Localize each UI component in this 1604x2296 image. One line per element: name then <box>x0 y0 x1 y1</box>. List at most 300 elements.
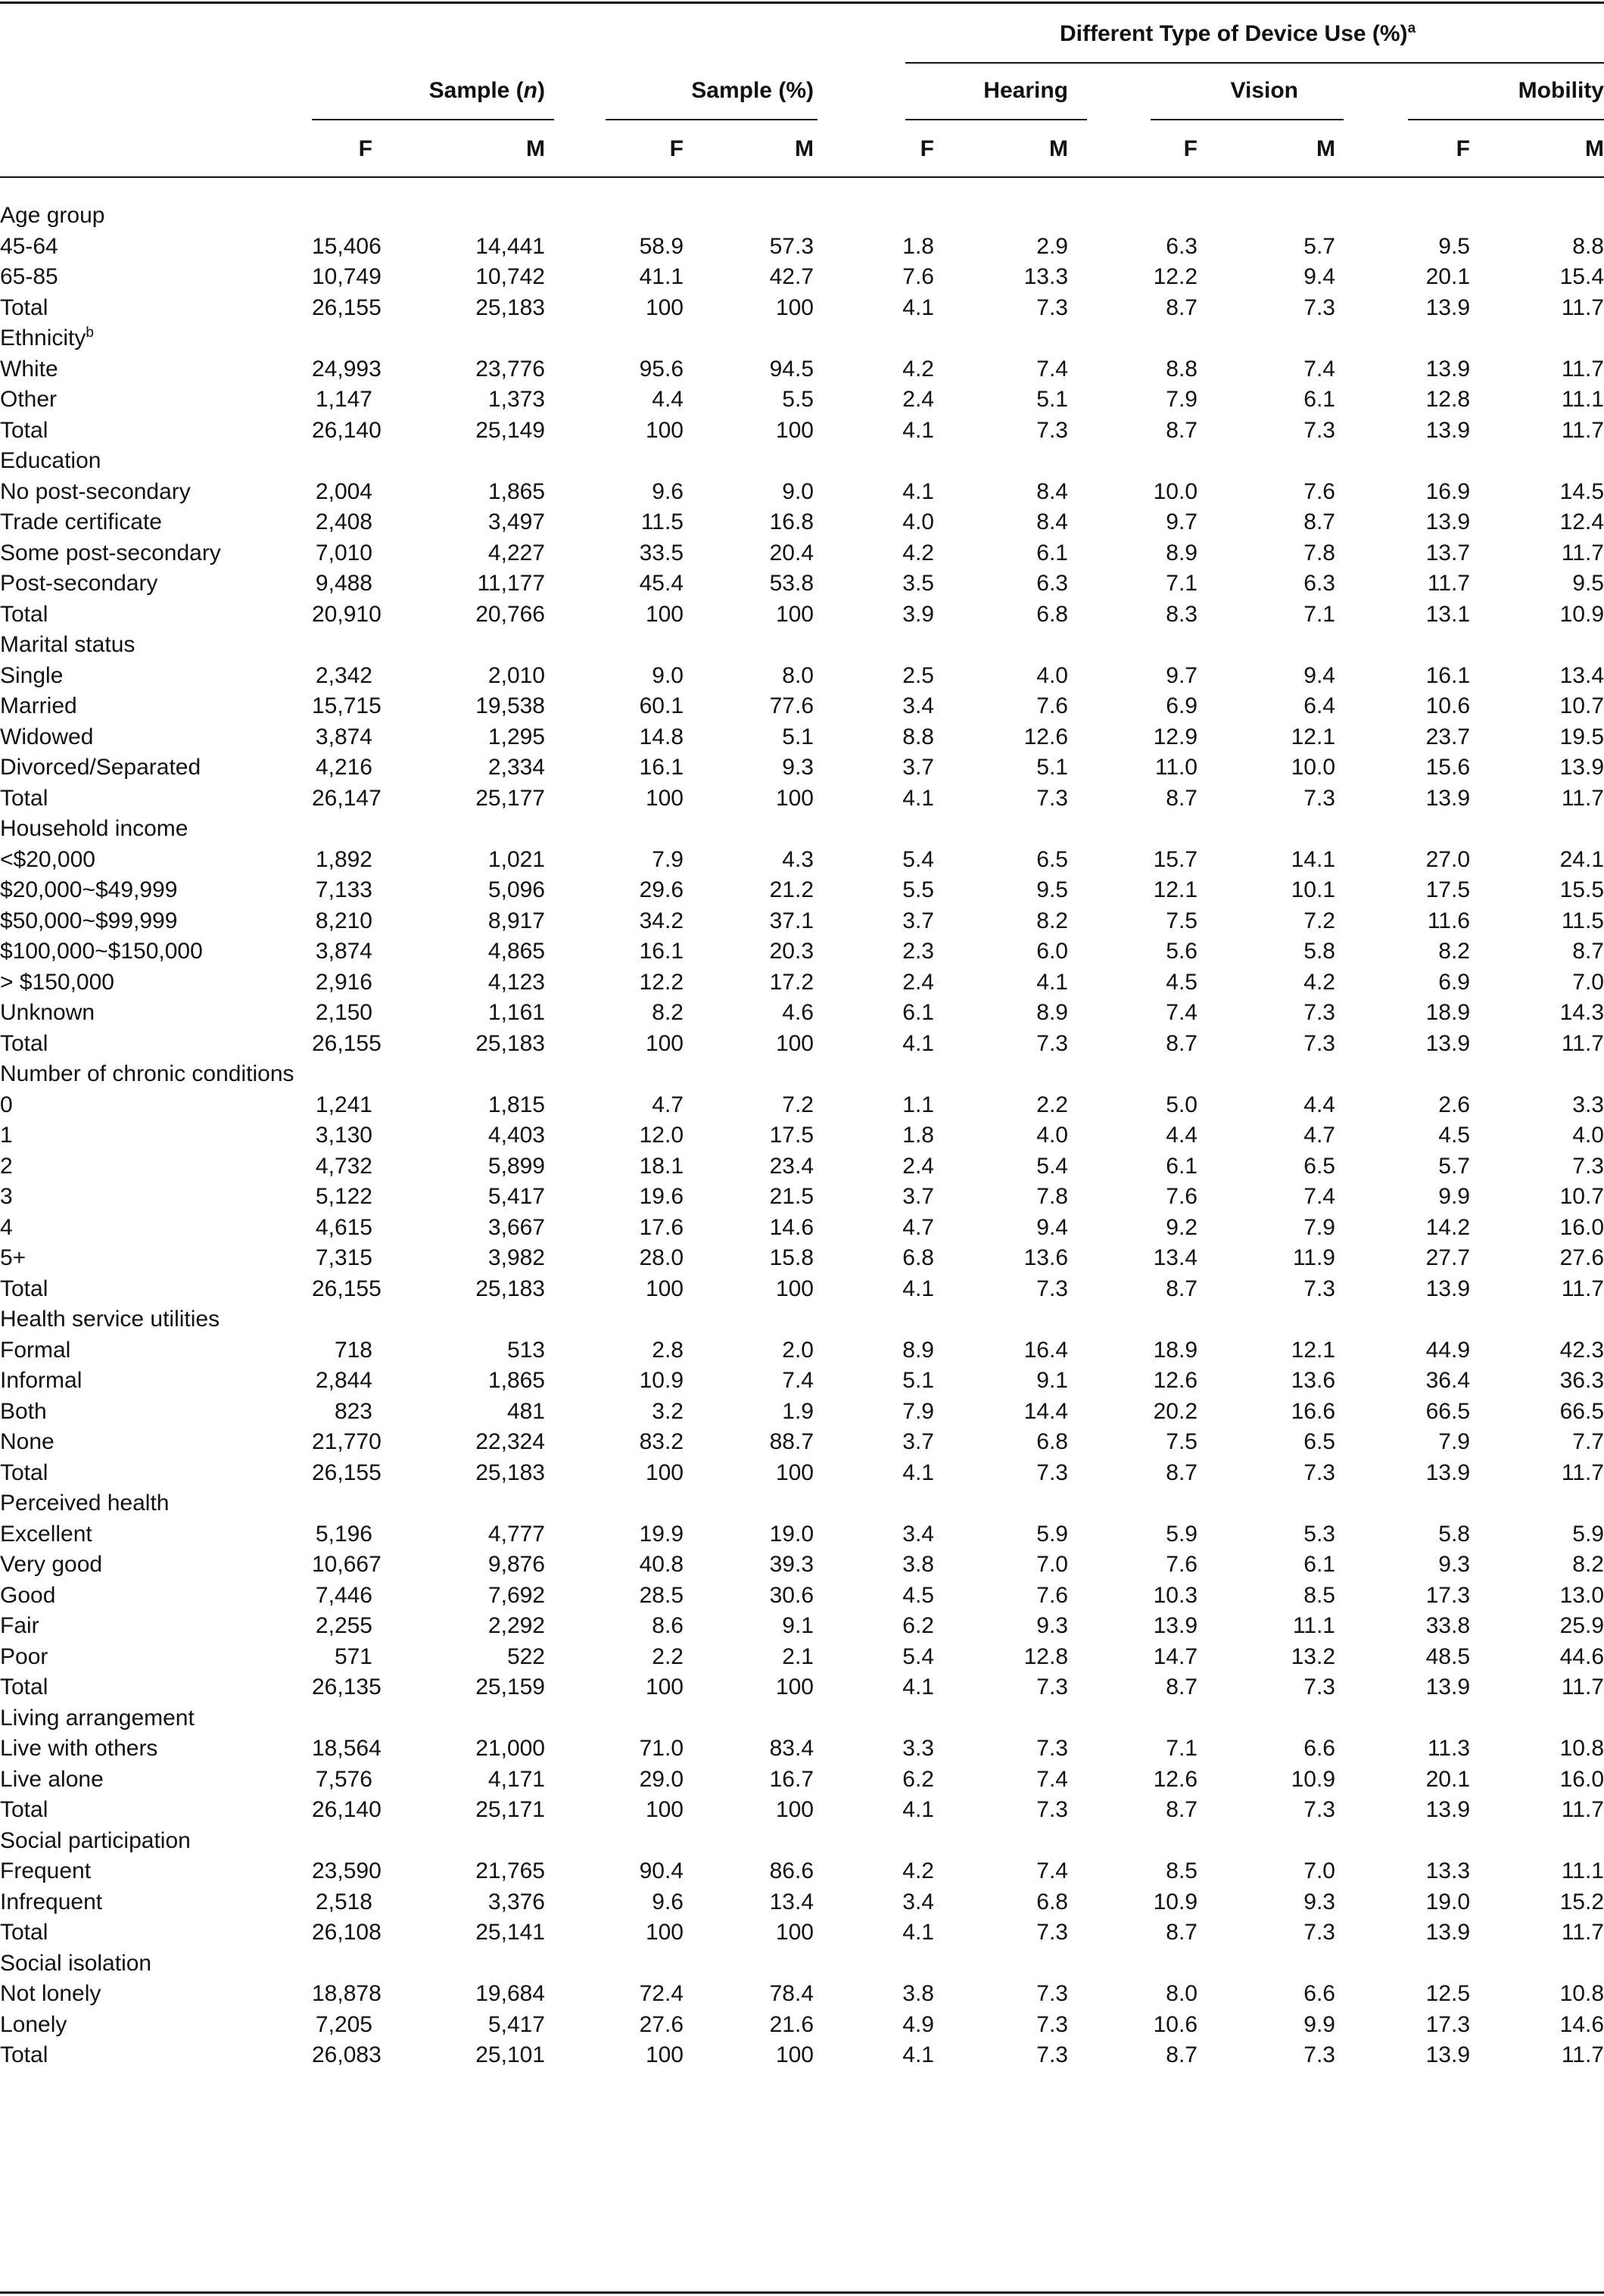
vision-m-cell: 7.3 <box>1303 1460 1335 1485</box>
section-title-text: Ethnicity <box>0 326 86 350</box>
mobility-f-cell: 13.9 <box>1425 2042 1470 2067</box>
sample-n-f-cell: 4,732 <box>315 1153 372 1179</box>
table-row <box>0 1642 1604 1673</box>
vision-f-cell: 8.7 <box>1166 785 1198 811</box>
vision-m-cell: 9.4 <box>1303 264 1335 289</box>
sample-pct-f-cell: 41.1 <box>639 264 684 289</box>
sample-pct-m-cell: 100 <box>775 1460 814 1485</box>
mobility-f-cell: 4.5 <box>1438 1123 1470 1148</box>
hearing-m-cell: 9.5 <box>1036 877 1068 902</box>
vision-f-cell: 6.9 <box>1166 693 1198 718</box>
section-title <box>0 1703 1604 1734</box>
sample-n-f-cell: 3,874 <box>315 724 372 749</box>
sample-n-m-cell: 25,141 <box>475 1920 545 1945</box>
vision-f-cell: 7.1 <box>1166 571 1198 596</box>
vision-f-cell: 8.7 <box>1166 1276 1198 1301</box>
sample-pct-m-cell: 77.6 <box>769 693 814 718</box>
mobility-m-cell: 3.3 <box>1572 1092 1604 1117</box>
mobility-f-cell: 13.9 <box>1425 1797 1470 1822</box>
section-header-row <box>0 814 1604 845</box>
table-row <box>0 722 1604 753</box>
mobility-f-cell: 9.5 <box>1438 233 1470 259</box>
hearing-m-cell: 2.9 <box>1036 233 1068 259</box>
row-label: <$20,000 <box>0 846 95 872</box>
hearing-f-cell: 6.1 <box>902 1000 934 1025</box>
section-title-text: Household income <box>0 816 188 841</box>
sample-pct-f-cell: 100 <box>645 294 684 320</box>
vision-f-cell: 4.5 <box>1166 969 1198 995</box>
sample-n-m-cell: 25,183 <box>475 1030 545 1056</box>
sample-pct-m-cell: 17.5 <box>769 1123 814 1148</box>
vision-m-cell: 7.2 <box>1303 908 1335 933</box>
sample-n-f-cell: 4,615 <box>315 1214 372 1240</box>
section-title-text: Education <box>0 448 101 473</box>
sample-n-f-cell: 5,122 <box>315 1184 372 1209</box>
table-row <box>0 691 1604 722</box>
hearing-f-cell: 4.9 <box>902 2011 934 2037</box>
sample-n-f-cell: 1,241 <box>315 1092 372 1117</box>
table-row <box>0 1029 1604 1060</box>
hearing-f-cell: 3.9 <box>902 601 934 627</box>
table-row <box>0 569 1604 600</box>
sample-pct-f-cell: 19.9 <box>639 1521 684 1547</box>
mobility-m-cell: 11.7 <box>1561 1920 1604 1945</box>
table-row <box>0 507 1604 538</box>
vision-f-header: F <box>1183 136 1198 161</box>
mobility-m-cell: 7.0 <box>1572 969 1604 995</box>
sample-n-m-cell: 4,123 <box>487 969 545 995</box>
sample-n-m-cell: 10,742 <box>475 264 545 289</box>
row-label: 3 <box>0 1184 13 1209</box>
mobility-m-cell: 11.7 <box>1561 294 1604 320</box>
sample-pct-f-cell: 90.4 <box>639 1858 684 1883</box>
hearing-f-cell: 6.8 <box>902 1245 934 1270</box>
row-label: Divorced/Separated <box>0 755 201 780</box>
hearing-m-cell: 7.3 <box>1036 1030 1068 1056</box>
row-label: Total <box>0 1920 48 1945</box>
section-title <box>0 630 1604 661</box>
sample-pct-f-cell: 100 <box>645 785 684 811</box>
section-title-text: Living arrangement <box>0 1705 195 1731</box>
vision-m-cell: 7.3 <box>1303 785 1335 811</box>
sample-pct-m-cell: 20.4 <box>769 540 814 565</box>
vision-f-cell: 8.0 <box>1166 1981 1198 2006</box>
sample-pct-m-cell: 2.0 <box>782 1337 814 1363</box>
table-row <box>0 875 1604 906</box>
hearing-m-cell: 7.3 <box>1036 294 1068 320</box>
sample-n-m-cell: 23,776 <box>475 356 545 382</box>
mobility-m-cell: 25.9 <box>1559 1613 1604 1638</box>
mobility-m-cell: 9.5 <box>1572 571 1604 596</box>
sample-n-m-cell: 4,403 <box>487 1123 545 1148</box>
vision-m-cell: 6.6 <box>1303 1736 1335 1761</box>
mobility-f-cell: 11.6 <box>1427 908 1470 933</box>
row-label: Other <box>0 387 58 412</box>
sample-pct-f-cell: 58.9 <box>639 233 684 259</box>
sample-pct-m-cell: 4.3 <box>782 846 814 872</box>
hearing-f-cell: 3.7 <box>902 1184 934 1209</box>
row-label: Some post-secondary <box>0 540 221 565</box>
table-row <box>0 293 1604 324</box>
row-label: Informal <box>0 1368 83 1393</box>
mobility-m-cell: 11.7 <box>1561 1030 1604 1056</box>
hearing-m-cell: 7.4 <box>1036 1766 1068 1792</box>
hearing-m-cell: 7.3 <box>1036 1460 1068 1485</box>
sample-pct-f-cell: 28.5 <box>639 1582 684 1608</box>
vision-m-cell: 7.3 <box>1303 1000 1335 1025</box>
sample-pct-m-cell: 53.8 <box>769 571 814 596</box>
table-row <box>0 232 1604 263</box>
sample-n-f-cell: 15,715 <box>312 693 382 718</box>
vision-f-cell: 18.9 <box>1153 1337 1198 1363</box>
mobility-m-cell: 8.7 <box>1572 939 1604 964</box>
sample-n-m-cell: 8,917 <box>487 908 545 933</box>
hearing-f-cell: 4.1 <box>902 417 934 443</box>
sample-n-f-cell: 3,130 <box>315 1123 372 1148</box>
hearing-m-cell: 4.0 <box>1036 1123 1068 1148</box>
vision-m-cell: 7.0 <box>1303 1858 1335 1883</box>
hearing-m-cell: 6.3 <box>1036 571 1068 596</box>
vision-m-cell: 14.1 <box>1291 846 1335 872</box>
sample-n-m-header: M <box>526 136 545 161</box>
sample-n-m-cell: 25,171 <box>475 1797 545 1822</box>
hearing-m-cell: 4.0 <box>1036 662 1068 688</box>
vision-f-cell: 8.7 <box>1166 294 1198 320</box>
sample-n-f-cell: 3,874 <box>315 939 372 964</box>
vision-m-cell: 10.9 <box>1291 1766 1335 1792</box>
row-label: Total <box>0 785 48 811</box>
sample-pct-m-cell: 100 <box>775 1030 814 1056</box>
section-title-text: Marital status <box>0 632 135 657</box>
sample-n-f-header: F <box>358 136 372 161</box>
hearing-header: Hearing <box>983 78 1068 103</box>
sample-pct-m-cell: 100 <box>775 1674 814 1699</box>
section-header-row <box>0 323 1604 354</box>
vision-m-cell: 7.4 <box>1303 356 1335 382</box>
sample-pct-m-cell: 100 <box>775 601 814 627</box>
mobility-f-cell: 36.4 <box>1425 1368 1470 1393</box>
hearing-f-cell: 4.2 <box>902 1858 934 1883</box>
sample-pct-f-cell: 29.0 <box>639 1766 684 1792</box>
vision-f-cell: 7.4 <box>1166 1000 1198 1025</box>
hearing-f-cell: 2.4 <box>902 1153 934 1179</box>
vision-f-cell: 12.2 <box>1153 264 1198 289</box>
section-title-text: Age group <box>0 203 105 228</box>
vision-m-cell: 6.6 <box>1303 1981 1335 2006</box>
sample-pct-f-cell: 100 <box>645 417 684 443</box>
table-row <box>0 354 1604 385</box>
sample-pct-m-cell: 100 <box>775 294 814 320</box>
mobility-m-cell: 12.4 <box>1559 509 1604 534</box>
row-label: Total <box>0 601 48 627</box>
mobility-m-cell: 42.3 <box>1559 1337 1604 1363</box>
sample-n-header: Sample (n) <box>428 78 545 103</box>
vision-m-cell: 7.3 <box>1303 1797 1335 1822</box>
hearing-f-cell: 3.7 <box>902 908 934 933</box>
sample-pct-m-cell: 16.8 <box>769 509 814 534</box>
row-label: 0 <box>0 1092 13 1117</box>
vision-f-cell: 5.9 <box>1166 1521 1198 1547</box>
sample-pct-m-cell: 100 <box>775 1276 814 1301</box>
hearing-f-header: F <box>920 136 934 161</box>
section-title <box>0 323 1604 354</box>
mobility-m-cell: 15.4 <box>1559 264 1604 289</box>
sample-n-f-cell: 2,150 <box>315 1000 372 1025</box>
mobility-f-cell: 15.6 <box>1425 755 1470 780</box>
vision-f-cell: 12.9 <box>1153 724 1198 749</box>
row-label: Total <box>0 1276 48 1301</box>
sample-n-f-cell: 2,255 <box>315 1613 372 1638</box>
sample-n-m-cell: 22,324 <box>475 1429 545 1454</box>
hearing-f-cell: 4.5 <box>902 1582 934 1608</box>
mobility-m-cell: 4.0 <box>1572 1123 1604 1148</box>
mobility-f-cell: 13.7 <box>1425 540 1470 565</box>
table-row <box>0 1519 1604 1550</box>
sample-pct-m-cell: 21.2 <box>769 877 814 902</box>
sample-n-m-cell: 1,815 <box>487 1092 545 1117</box>
hearing-m-cell: 7.6 <box>1036 1582 1068 1608</box>
row-label: Very good <box>0 1552 103 1577</box>
sample-n-m-cell: 5,899 <box>487 1153 545 1179</box>
sample-n-f-cell: 7,576 <box>315 1766 372 1792</box>
table-row <box>0 661 1604 692</box>
sample-pct-m-cell: 4.6 <box>782 1000 814 1025</box>
vision-m-cell: 8.5 <box>1303 1582 1335 1608</box>
sample-n-m-cell: 25,183 <box>475 1276 545 1301</box>
hearing-m-cell: 8.9 <box>1036 1000 1068 1025</box>
row-label: Live alone <box>0 1766 104 1792</box>
hearing-f-cell: 4.1 <box>902 785 934 811</box>
hearing-m-cell: 9.1 <box>1036 1368 1068 1393</box>
mobility-f-cell: 8.2 <box>1438 939 1470 964</box>
mobility-f-cell: 13.9 <box>1425 417 1470 443</box>
vision-f-cell: 9.7 <box>1166 509 1198 534</box>
mobility-m-cell: 27.6 <box>1559 1245 1604 1270</box>
sample-n-m-cell: 21,765 <box>475 1858 545 1883</box>
sample-pct-f-cell: 33.5 <box>639 540 684 565</box>
sample-n-m-cell: 481 <box>506 1398 545 1424</box>
sample-pct-f-cell: 83.2 <box>639 1429 684 1454</box>
vision-f-cell: 9.2 <box>1166 1214 1198 1240</box>
row-label: Infrequent <box>0 1889 103 1914</box>
vision-f-cell: 5.0 <box>1166 1092 1198 1117</box>
sample-pct-f-cell: 2.2 <box>652 1643 684 1669</box>
sample-pct-m-cell: 100 <box>775 417 814 443</box>
mobility-f-cell: 13.9 <box>1425 1030 1470 1056</box>
mobility-f-cell: 44.9 <box>1425 1337 1470 1363</box>
vision-m-cell: 9.3 <box>1303 1889 1335 1914</box>
row-label: 5+ <box>0 1245 26 1270</box>
section-title-text: Health service utilities <box>0 1307 220 1332</box>
hearing-f-cell: 4.1 <box>902 2042 934 2067</box>
section-title-text: Social isolation <box>0 1950 152 1976</box>
sample-pct-f-cell: 14.8 <box>639 724 684 749</box>
vision-f-cell: 8.9 <box>1166 540 1198 565</box>
table-row <box>0 262 1604 293</box>
sample-n-m-cell: 4,171 <box>487 1766 545 1792</box>
mobility-m-cell: 11.7 <box>1561 417 1604 443</box>
hearing-f-cell: 5.1 <box>902 1368 934 1393</box>
sample-pct-f-cell: 45.4 <box>639 571 684 596</box>
sample-n-m-cell: 2,010 <box>487 662 545 688</box>
table-row <box>0 1151 1604 1182</box>
sample-pct-f-cell: 28.0 <box>639 1245 684 1270</box>
table-row <box>0 1120 1604 1151</box>
vision-m-cell: 7.9 <box>1303 1214 1335 1240</box>
vision-f-cell: 6.3 <box>1166 233 1198 259</box>
mobility-header: Mobility <box>1518 78 1604 103</box>
vision-m-cell: 6.1 <box>1303 387 1335 412</box>
section-title <box>0 1488 1604 1519</box>
row-label: Total <box>0 1030 48 1056</box>
table-row <box>0 385 1604 416</box>
table-row <box>0 998 1604 1029</box>
vision-m-cell: 11.1 <box>1292 1613 1335 1638</box>
hearing-f-cell: 3.7 <box>902 755 934 780</box>
sample-pct-f-cell: 100 <box>645 1674 684 1699</box>
mobility-m-cell: 11.5 <box>1561 908 1604 933</box>
sample-pct-m-cell: 37.1 <box>769 908 814 933</box>
hearing-f-cell: 5.4 <box>902 1643 934 1669</box>
vision-m-cell: 6.5 <box>1303 1153 1335 1179</box>
mobility-m-cell: 10.9 <box>1559 601 1604 627</box>
sample-n-m-cell: 3,376 <box>487 1889 545 1914</box>
hearing-m-cell: 7.3 <box>1036 1674 1068 1699</box>
mobility-f-cell: 18.9 <box>1425 1000 1470 1025</box>
sample-pct-m-cell: 100 <box>775 1920 814 1945</box>
hearing-m-cell: 8.4 <box>1036 509 1068 534</box>
vision-f-cell: 8.7 <box>1166 1920 1198 1945</box>
section-header-row <box>0 446 1604 477</box>
hearing-f-cell: 6.2 <box>902 1613 934 1638</box>
hearing-m-cell: 7.3 <box>1036 1736 1068 1761</box>
row-label: Total <box>0 1460 48 1485</box>
mobility-m-cell: 11.7 <box>1561 1276 1604 1301</box>
row-label: Poor <box>0 1643 48 1669</box>
table-row <box>0 1672 1604 1703</box>
mobility-m-cell: 15.5 <box>1559 877 1604 902</box>
mobility-m-cell: 14.5 <box>1559 478 1604 504</box>
hearing-f-cell: 1.8 <box>902 1123 934 1148</box>
table-row <box>0 1795 1604 1826</box>
row-label: Formal <box>0 1337 71 1363</box>
hearing-m-cell: 6.8 <box>1036 601 1068 627</box>
mobility-f-cell: 13.1 <box>1425 601 1470 627</box>
sample-pct-f-cell: 16.1 <box>639 939 684 964</box>
mobility-m-cell: 11.7 <box>1561 2042 1604 2067</box>
mobility-f-header: F <box>1456 136 1470 161</box>
mobility-m-cell: 11.7 <box>1561 1460 1604 1485</box>
hearing-f-cell: 3.7 <box>902 1429 934 1454</box>
sample-n-m-cell: 20,766 <box>475 601 545 627</box>
mobility-m-cell: 66.5 <box>1559 1398 1604 1424</box>
sample-pct-f-cell: 11.5 <box>640 509 684 534</box>
table-row <box>0 1397 1604 1428</box>
section-title <box>0 1304 1604 1335</box>
sample-pct-m-cell: 13.4 <box>769 1889 814 1914</box>
hearing-m-cell: 14.4 <box>1023 1398 1068 1424</box>
sample-pct-f-cell: 3.2 <box>652 1398 684 1424</box>
hearing-f-cell: 2.4 <box>902 969 934 995</box>
mobility-m-cell: 7.7 <box>1572 1429 1604 1454</box>
row-label: Good <box>0 1582 56 1608</box>
mobility-f-cell: 13.9 <box>1425 356 1470 382</box>
sample-pct-m-cell: 8.0 <box>782 662 814 688</box>
mobility-m-cell: 8.2 <box>1572 1552 1604 1577</box>
sample-n-f-cell: 18,878 <box>312 1981 382 2006</box>
mobility-m-cell: 10.7 <box>1559 1184 1604 1209</box>
row-label: Total <box>0 1797 48 1822</box>
sample-n-m-cell: 1,295 <box>487 724 545 749</box>
sample-n-f-cell: 823 <box>334 1398 372 1424</box>
hearing-m-cell: 7.8 <box>1036 1184 1068 1209</box>
mobility-f-cell: 27.0 <box>1425 846 1470 872</box>
section-title-text: Number of chronic conditions <box>0 1061 294 1086</box>
table-row <box>0 1335 1604 1366</box>
mobility-m-cell: 11.7 <box>1561 540 1604 565</box>
sample-n-m-cell: 25,177 <box>475 785 545 811</box>
hearing-m-cell: 5.1 <box>1036 387 1068 412</box>
hearing-m-cell: 7.4 <box>1036 1858 1068 1883</box>
sample-pct-f-header: F <box>669 136 684 161</box>
vision-m-cell: 6.1 <box>1303 1552 1335 1577</box>
hearing-m-cell: 2.2 <box>1036 1092 1068 1117</box>
row-label: Post-secondary <box>0 571 158 596</box>
hearing-m-cell: 13.3 <box>1023 264 1068 289</box>
hearing-f-cell: 5.5 <box>902 877 934 902</box>
sample-pct-m-cell: 7.2 <box>782 1092 814 1117</box>
row-label: None <box>0 1429 55 1454</box>
mobility-m-cell: 14.6 <box>1559 2011 1604 2037</box>
hearing-m-cell: 4.1 <box>1036 969 1068 995</box>
vision-m-cell: 13.6 <box>1291 1368 1335 1393</box>
table-row <box>0 2010 1604 2041</box>
table-row <box>0 1458 1604 1489</box>
sample-pct-f-cell: 34.2 <box>639 908 684 933</box>
row-label: Total <box>0 294 48 320</box>
vision-m-cell: 7.8 <box>1303 540 1335 565</box>
row-label: Married <box>0 693 77 718</box>
hearing-f-cell: 4.1 <box>902 1920 934 1945</box>
vision-m-cell: 7.3 <box>1303 1920 1335 1945</box>
vision-f-cell: 10.9 <box>1153 1889 1198 1914</box>
sample-n-m-cell: 25,183 <box>475 294 545 320</box>
vision-m-cell: 6.3 <box>1303 571 1335 596</box>
mobility-f-cell: 27.7 <box>1425 1245 1470 1270</box>
table-row <box>0 845 1604 876</box>
table-row <box>0 1611 1604 1642</box>
table-row <box>0 906 1604 937</box>
sample-n-f-cell: 4,216 <box>315 755 372 780</box>
sample-pct-m-cell: 9.1 <box>782 1613 814 1638</box>
mobility-m-cell: 11.7 <box>1561 356 1604 382</box>
sample-n-f-cell: 7,315 <box>315 1245 372 1270</box>
hearing-f-cell: 4.1 <box>902 1276 934 1301</box>
vision-m-cell: 6.5 <box>1303 1429 1335 1454</box>
mobility-m-cell: 11.1 <box>1561 1858 1604 1883</box>
sample-pct-f-cell: 9.6 <box>652 1889 684 1914</box>
sample-n-f-cell: 2,342 <box>315 662 372 688</box>
hearing-m-cell: 7.3 <box>1036 417 1068 443</box>
sample-n-f-cell: 21,770 <box>312 1429 382 1454</box>
row-label: Total <box>0 417 48 443</box>
mobility-f-cell: 9.3 <box>1438 1552 1470 1577</box>
sample-pct-f-cell: 72.4 <box>639 1981 684 2006</box>
mobility-m-cell: 19.5 <box>1559 724 1604 749</box>
mobility-f-cell: 66.5 <box>1425 1398 1470 1424</box>
hearing-f-cell: 4.1 <box>902 1797 934 1822</box>
vision-m-cell: 7.1 <box>1303 601 1335 627</box>
